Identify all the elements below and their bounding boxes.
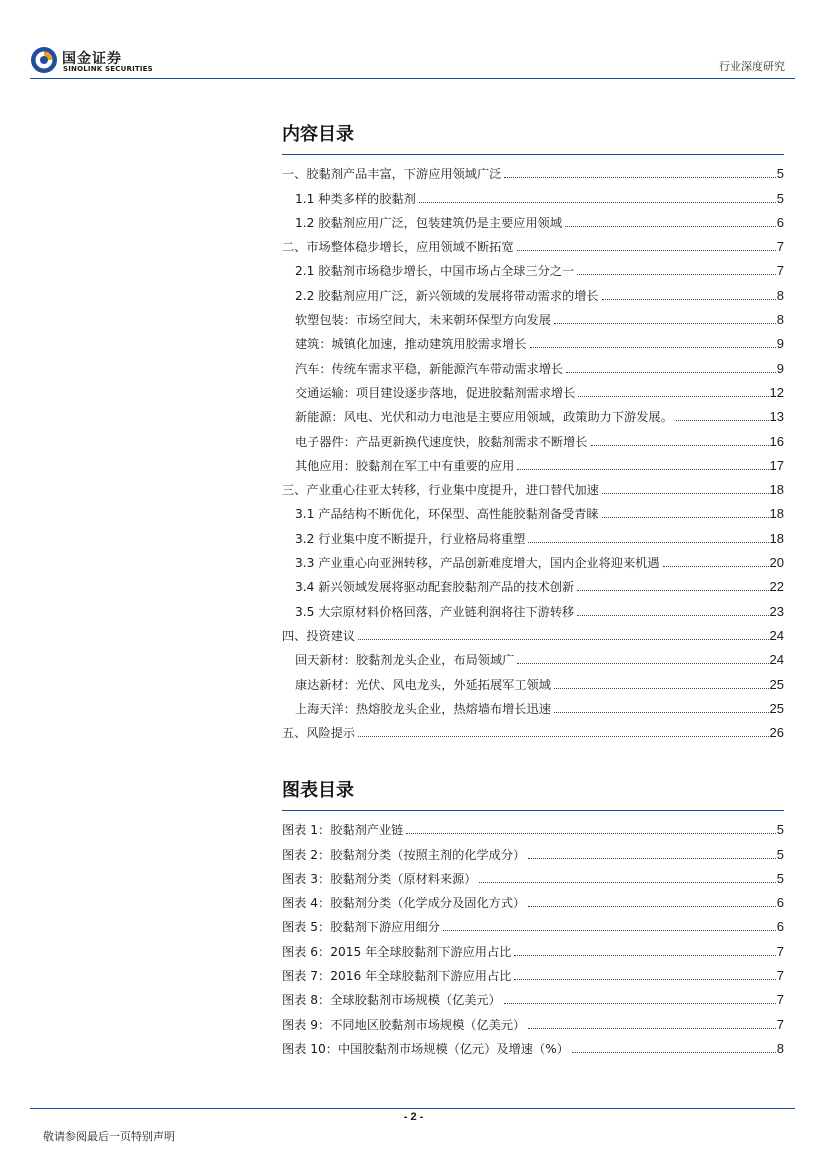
toc-title-rule [282,154,784,155]
toc-entry-page: 17 [769,457,784,473]
toc-entry-page: 18 [769,530,784,546]
toc-entry[interactable] [282,668,784,692]
figure-entry[interactable] [282,1033,784,1057]
toc-entry-label: 康达新材：光伏、风电龙头，外延拓展军工领域 [295,677,551,692]
dot-leader [514,978,775,980]
figure-entry-label: 图表 8：全球胶黏剂市场规模（亿美元） [282,993,501,1008]
figures-section [282,776,784,1057]
dot-leader [663,565,769,567]
toc-entry-page: 24 [769,652,784,668]
toc-entry-page: 25 [769,700,784,716]
figure-entry-label: 图表 5：胶黏剂下游应用细分 [282,920,440,935]
toc-entry-page: 9 [776,336,784,352]
toc-entry-label: 四、投资建议 [282,628,356,643]
dot-leader [577,273,776,275]
toc-entry[interactable] [282,474,784,498]
dot-leader [514,954,775,956]
toc-entry[interactable] [282,522,784,546]
dot-leader [358,735,768,737]
toc-entry-label: 软塑包装：市场空间大，未来朝环保型方向发展 [295,313,551,328]
dot-leader [528,857,776,859]
toc-entry-label: 二、市场整体稳步增长，应用领域不断拓宽 [282,240,514,255]
toc-entry-label: 三、产业重心往亚太转移，行业集中度提升，进口替代加速 [282,483,599,498]
toc-list [282,158,784,741]
toc-entry[interactable] [282,279,784,303]
dot-leader [406,832,775,834]
toc-entry-page: 23 [769,603,784,619]
toc-entry-label: 3.3 产业重心向亚洲转移，产品创新难度增大，国内企业将迎来机遇 [295,556,660,571]
toc-entry[interactable] [282,547,784,571]
figure-entry-page: 7 [776,1016,784,1032]
toc-entry-label: 1.1 种类多样的胶黏剂 [295,191,416,206]
toc-entry-page: 24 [769,627,784,643]
dot-leader [602,298,776,300]
logo-english-name: SINOLINK SECURITIES [63,65,153,73]
toc-entry[interactable] [282,425,784,449]
toc-entry-page: 7 [776,239,784,255]
dot-leader [554,687,769,689]
toc-entry[interactable] [282,401,784,425]
footer-divider [30,1108,795,1109]
page-number: - 2 - [403,1111,424,1123]
toc-entry-label: 其他应用：胶黏剂在军工中有重要的应用 [295,458,515,473]
figure-entry[interactable] [282,960,784,984]
dot-leader [554,711,769,713]
toc-entry[interactable] [282,304,784,328]
toc-entry-page: 18 [769,506,784,522]
figure-entry-label: 图表 4：胶黏剂分类（化学成分及固化方式） [282,896,526,911]
toc-entry[interactable] [282,158,784,182]
toc-entry-label: 3.2 行业集中度不断提升，行业格局将重塑 [295,531,526,546]
toc-entry[interactable] [282,255,784,279]
figure-entry-label: 图表 9：不同地区胶黏剂市场规模（亿美元） [282,1017,526,1032]
figure-entry-page: 7 [776,943,784,959]
figure-entry-page: 5 [776,846,784,862]
toc-entry[interactable] [282,595,784,619]
toc-section [282,120,784,741]
toc-entry[interactable] [282,207,784,231]
dot-leader [528,1027,776,1029]
figure-entry[interactable] [282,1008,784,1032]
company-logo [30,44,160,78]
dot-leader [554,322,776,324]
dot-leader [479,881,775,883]
logo-chinese-name: 国金证券 [62,51,122,67]
toc-entry-page: 18 [769,482,784,498]
figure-entry-label: 图表 7：2016 年全球胶黏剂下游应用占比 [282,969,512,984]
dot-leader [528,905,776,907]
dot-leader [602,492,769,494]
toc-entry[interactable] [282,377,784,401]
header-divider [30,78,795,79]
dot-leader [602,516,769,518]
toc-entry-label: 建筑：城镇化加速，推动建筑用胶需求增长 [295,337,527,352]
dot-leader [419,201,776,203]
toc-entry-label: 2.2 胶黏剂应用广泛，新兴领域的发展将带动需求的增长 [295,288,599,303]
dot-leader [504,1002,776,1004]
toc-entry-label: 电子器件：产品更新换代速度快，胶黏剂需求不断增长 [295,434,588,449]
toc-entry-page: 26 [769,725,784,741]
toc-entry[interactable] [282,644,784,668]
toc-entry-page: 16 [769,433,784,449]
figure-entry-label: 图表 1：胶黏剂产业链 [282,823,404,838]
toc-entry-page: 5 [776,166,784,182]
toc-title: 内容目录 [282,124,354,145]
figure-entry-page: 7 [776,968,784,984]
figures-title-rule [282,810,784,811]
page-header [0,0,827,80]
figure-entry[interactable] [282,814,784,838]
dot-leader [566,371,776,373]
figure-entry[interactable] [282,911,784,935]
toc-entry-page: 20 [769,555,784,571]
figure-entry-page: 7 [776,992,784,1008]
figure-entry-page: 6 [776,895,784,911]
sinolink-logo-icon [30,46,58,74]
dot-leader [591,444,769,446]
figure-entry-label: 图表 10：中国胶黏剂市场规模（亿元）及增速（%） [282,1041,569,1056]
toc-entry-page: 7 [776,263,784,279]
toc-entry-label: 新能源：风电、光伏和动力电池是主要应用领域，政策助力下游发展。 [295,410,673,425]
dot-leader [517,468,768,470]
toc-entry-page: 6 [776,214,784,230]
toc-entry-label: 3.4 新兴领域发展将驱动配套胶黏剂产品的技术创新 [295,580,575,595]
toc-entry-label: 五、风险提示 [282,726,356,741]
toc-entry[interactable] [282,352,784,376]
toc-entry-page: 13 [769,409,784,425]
dot-leader [577,614,768,616]
toc-entry-label: 交通运输：项目建设逐步落地，促进胶黏剂需求增长 [295,385,576,400]
report-type: 行业深度研究 [719,60,785,73]
toc-entry-page: 8 [776,287,784,303]
toc-entry-page: 12 [769,384,784,400]
dot-leader [504,176,775,178]
figure-entry-label: 图表 2：胶黏剂分类（按照主剂的化学成分） [282,847,526,862]
figures-list [282,814,784,1057]
toc-entry[interactable] [282,182,784,206]
toc-entry[interactable] [282,231,784,255]
figure-entry[interactable] [282,935,784,959]
toc-entry-label: 1.2 胶黏剂应用广泛，包装建筑仍是主要应用领域 [295,215,563,230]
toc-entry[interactable] [282,450,784,474]
footer-disclaimer: 敬请参阅最后一页特别声明 [43,1130,175,1143]
toc-entry-page: 5 [776,190,784,206]
figure-entry[interactable] [282,863,784,887]
figure-entry-label: 图表 3：胶黏剂分类（原材料来源） [282,871,477,886]
toc-entry-label: 回天新材：胶黏剂龙头企业，布局领域广 [295,653,515,668]
figure-entry-page: 5 [776,822,784,838]
dot-leader [577,589,768,591]
dot-leader [572,1051,776,1053]
figure-entry[interactable] [282,984,784,1008]
toc-entry[interactable] [282,328,784,352]
toc-entry[interactable] [282,498,784,522]
toc-entry-page: 8 [776,312,784,328]
dot-leader [443,929,776,931]
toc-entry[interactable] [282,620,784,644]
dot-leader [517,249,776,251]
figure-entry-page: 5 [776,870,784,886]
dot-leader [565,225,776,227]
toc-entry-page: 22 [769,579,784,595]
toc-entry-label: 一、胶黏剂产品丰富，下游应用领域广泛 [282,167,502,182]
toc-entry-page: 25 [769,676,784,692]
figures-title: 图表目录 [282,780,354,801]
figure-entry-page: 6 [776,919,784,935]
dot-leader [358,638,768,640]
figure-entry-label: 图表 6：2015 年全球胶黏剂下游应用占比 [282,944,512,959]
toc-entry-label: 汽车：传统车需求平稳，新能源汽车带动需求增长 [295,361,564,376]
dot-leader [578,395,768,397]
toc-entry-page: 9 [776,360,784,376]
dot-leader [517,662,768,664]
toc-entry-label: 2.1 胶黏剂市场稳步增长，中国市场占全球三分之一 [295,264,575,279]
toc-entry-label: 3.5 大宗原材料价格回落，产业链利润将往下游转移 [295,604,575,619]
figure-entry[interactable] [282,838,784,862]
figure-entry[interactable] [282,887,784,911]
dot-leader [528,541,768,543]
dot-leader [530,346,776,348]
toc-entry-label: 上海天洋：热熔胶龙头企业，热熔墙布增长迅速 [295,701,551,716]
toc-entry[interactable] [282,717,784,741]
toc-entry[interactable] [282,693,784,717]
toc-entry-label: 3.1 产品结构不断优化，环保型、高性能胶黏剂备受青睐 [295,507,599,522]
toc-entry[interactable] [282,571,784,595]
dot-leader [676,419,769,421]
figure-entry-page: 8 [776,1040,784,1056]
